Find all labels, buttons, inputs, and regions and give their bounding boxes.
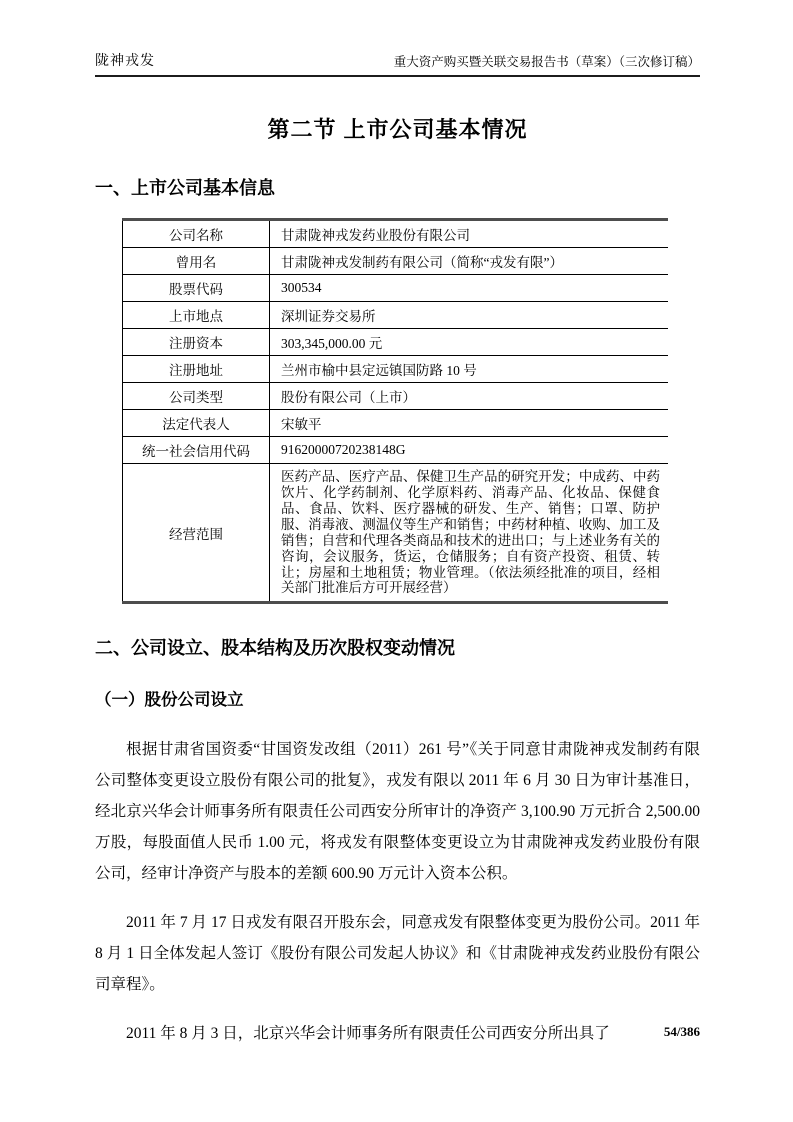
table-row bbox=[123, 302, 669, 329]
row-label: 公司类型 bbox=[123, 383, 270, 410]
row-value: 宋敏平 bbox=[270, 410, 669, 437]
header-report-title: 重大资产购买暨关联交易报告书（草案）（三次修订稿） bbox=[393, 55, 700, 69]
table-row bbox=[123, 410, 669, 437]
row-value: 兰州市榆中县定远镇国防路 10 号 bbox=[270, 356, 669, 383]
paragraph: 根据甘肃省国资委“甘国资发改组（2011）261 号”《关于同意甘肃陇神戎发制药有限公司整体变更设立股份有限公司的批复》，戎发有限以 2011 年 6 月 30 日为审计基准日，经北京兴华会计师事务所有限责任公司西安分所审计的净资产 3,100.90 万元折合 2,500.00 万股，每股面值人民币 1.00 元，将戎发有限整体变更设立为甘肃陇神戎发药业股份有限公司，经审计净资产与股本的差额 600.90 万元计入资本公积。 bbox=[95, 741, 700, 883]
row-label: 统一社会信用代码 bbox=[123, 437, 270, 464]
row-value: 股份有限公司（上市） bbox=[270, 383, 669, 410]
table-row-business-scope bbox=[123, 464, 669, 603]
row-label: 上市地点 bbox=[123, 302, 270, 329]
page-header bbox=[95, 50, 700, 77]
row-value: 甘肃陇神戎发药业股份有限公司 bbox=[281, 228, 470, 243]
table-row bbox=[123, 356, 669, 383]
row-label: 公司名称 bbox=[123, 220, 270, 248]
row-label: 注册地址 bbox=[123, 356, 270, 383]
paragraph: 2011 年 7 月 17 日戎发有限召开股东会，同意戎发有限整体变更为股份公司。2011 年 8 月 1 日全体发起人签订《股份有限公司发起人协议》和《甘肃陇神戎发药业股份有限公司章程》。 bbox=[95, 914, 700, 994]
subsection-heading-company-founding: （一）股份公司设立 bbox=[95, 691, 244, 710]
page-number: 54/386 bbox=[663, 1024, 700, 1039]
row-value: 91620000720238148G bbox=[270, 437, 669, 464]
row-value: 300534 bbox=[270, 275, 669, 302]
row-label: 经营范围 bbox=[123, 464, 270, 603]
table-row bbox=[123, 437, 669, 464]
table-row bbox=[123, 275, 669, 302]
row-value: 医药产品、医疗产品、保健卫生产品的研究开发；中成药、中药饮片、化学药制剂、化学原料药、消毒产品、化妆品、保健食品、食品、饮料、医疗器械的研发、生产、销售；口罩、防护服、消毒液、测温仪等生产和销售；中药材种植、收购、加工及销售；自营和代理各类商品和技术的进出口；与上述业务有关的咨询，会议服务，货运，仓储服务；自有资产投资、租赁、转让；房屋和土地租赁；物业管理。（依法须经批准的项目，经相关部门批准后方可开展经营） bbox=[270, 464, 669, 603]
table-row bbox=[123, 220, 669, 248]
header-company-short-name: 陇神戎发 bbox=[95, 54, 155, 69]
company-info-table bbox=[122, 218, 668, 604]
chapter-title: 第二节 上市公司基本情况 bbox=[267, 117, 528, 142]
row-value: 深圳证券交易所 bbox=[270, 302, 669, 329]
paragraph: 2011 年 8 月 3 日，北京兴华会计师事务所有限责任公司西安分所出具了 bbox=[126, 1025, 610, 1043]
section-heading-basic-info: 一、上市公司基本信息 bbox=[95, 178, 275, 198]
table-row bbox=[123, 248, 669, 275]
row-label: 法定代表人 bbox=[123, 410, 270, 437]
section-heading-establishment: 二、公司设立、股本结构及历次股权变动情况 bbox=[95, 638, 455, 659]
row-label: 曾用名 bbox=[123, 248, 270, 275]
table-row bbox=[123, 383, 669, 410]
row-value: 甘肃陇神戎发制药有限公司（简称“戎发有限”） bbox=[270, 248, 669, 275]
row-value: 303,345,000.00 元 bbox=[270, 329, 669, 356]
table-row bbox=[123, 329, 669, 356]
row-label: 注册资本 bbox=[123, 329, 270, 356]
row-label: 股票代码 bbox=[123, 275, 270, 302]
